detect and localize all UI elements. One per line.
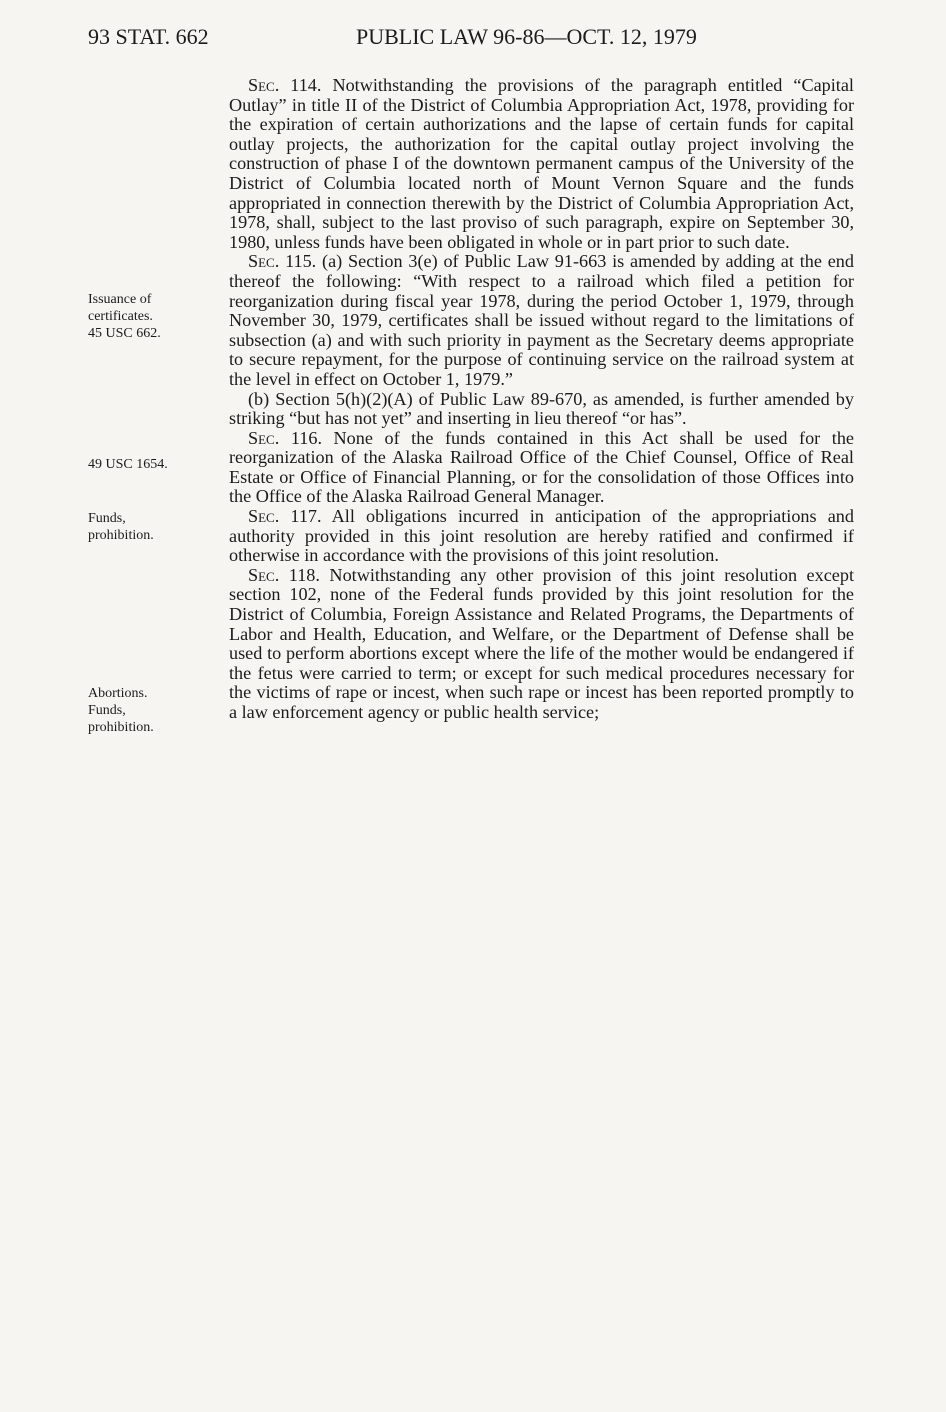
section-label: Sec.: [248, 564, 280, 585]
section-label: Sec.: [248, 506, 280, 527]
margin-note-line: Issuance of: [88, 292, 152, 307]
section-117: [229, 507, 854, 566]
section-label: Sec.: [248, 251, 280, 272]
margin-note-funds-prohibition: [88, 510, 218, 544]
section-text: 115. (a) Section 3(e) of Public Law 91-663 is amended by adding at the end thereof the following: “With respect to a railroad which filed a petition for reorganization during fiscal year 1978, during the period October 1, 1979, through November 30, 1979, certificates shall be issued without regard to the limitations of subsection (a) and with such priority in payment as the Secretary deems appropriate to secure repayment, for the purpose of continuing service on the railroad system at the level in effect on October 1, 1979.”: [229, 251, 854, 389]
section-116: [229, 429, 854, 507]
margin-note-line: 49 USC 1654.: [88, 457, 168, 472]
page-stat-reference: 93 STAT. 662: [88, 24, 209, 49]
margin-note-abortions: [88, 685, 218, 736]
section-text: 117. All obligations incurred in anticipation of the appropriations and authority provided in this joint resolution are hereby ratified and confirmed if otherwise in accordance with the provisions of this joint resolution.: [229, 506, 854, 566]
margin-note-line: certificates.: [88, 309, 153, 324]
section-115a: [229, 252, 854, 389]
margin-note-issuance: [88, 291, 218, 342]
margin-note-49-usc: [88, 456, 218, 473]
section-text: 116. None of the funds contained in this Act shall be used for the reorganization of the Alaska Railroad Office of the Chief Counsel, Office of Real Estate or Office of Financial Planning, or for the consolidation of those Offices into the Office of the Alaska Railroad General Manager.: [229, 427, 854, 507]
section-118: [229, 566, 854, 723]
margin-note-line: prohibition.: [88, 528, 154, 543]
section-text: 114. Notwithstanding the provisions of the paragraph entitled “Capital Outlay” in title II of the District of Columbia Appropriation Act, 1978, providing for the expiration of certain authorizations and the lapse of certain funds for capital outlay projects, the authorization for the capital outlay project involving the construction of phase I of the downtown permanent campus of the University of the District of Columbia located north of Mount Vernon Square and the funds appropriated in connection therewith by the District of Columbia Appropriation Act, 1978, shall, subject to the last proviso of such paragraph, expire on September 30, 1980, unless funds have been obligated in whole or in part prior to such date.: [229, 75, 854, 252]
margin-note-line: Funds,: [88, 703, 126, 718]
margin-note-line: prohibition.: [88, 720, 154, 735]
section-114: [229, 76, 854, 252]
margin-note-line: Abortions.: [88, 686, 148, 701]
section-label: Sec.: [248, 427, 280, 448]
section-text: (b) Section 5(h)(2)(A) of Public Law 89-670, as amended, is further amended by striking “but has not yet” and inserting in lieu thereof “or has”.: [229, 388, 854, 429]
section-label: Sec.: [248, 75, 280, 95]
page-title: PUBLIC LAW 96-86—OCT. 12, 1979: [356, 24, 697, 49]
margin-note-line: Funds,: [88, 511, 126, 526]
margin-note-line: 45 USC 662.: [88, 326, 161, 341]
section-115b: [229, 390, 854, 429]
section-text: 118. Notwithstanding any other provision of this joint resolution except section 102, none of the Federal funds provided by this joint resolution for the District of Columbia, Foreign Assistance and Related Programs, the Departments of Labor and Health, Education, and Welfare, or the Department of Defense shall be used to perform abortions except where the life of the mother would be endangered if the fetus were carried to term; or except for such medical procedures necessary for the victims of rape or incest, when such rape or incest has been reported promptly to a law enforcement agency or public health service;: [229, 564, 854, 722]
statute-body: [229, 76, 854, 723]
